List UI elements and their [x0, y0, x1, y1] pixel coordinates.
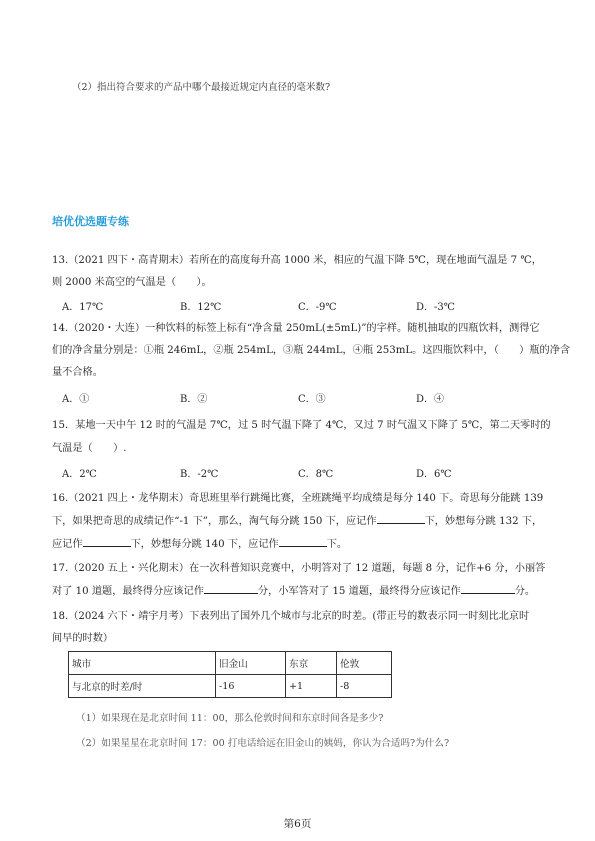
- q14-option-d: D．④: [416, 394, 445, 405]
- q16-answer-blank-2[interactable]: [83, 536, 131, 547]
- q16-line-2-text-a: 下，如果把奇思的成绩记作“-1 下”，那么，淘气每分跳 150 下，应记作: [52, 516, 377, 527]
- q13-line-2: 则 2000 米高空的气温是（ ）。: [52, 277, 212, 288]
- section-title: 培优优选题专练: [52, 215, 129, 228]
- q13-option-d: D．-3℃: [416, 302, 455, 313]
- q16-line-3: [52, 535, 347, 550]
- q15-line-2: 气温是（ ）.: [52, 443, 127, 454]
- q16-line-2: [52, 512, 542, 527]
- q15-option-a: A．2℃: [62, 469, 97, 480]
- q14-option-c: C．③: [298, 394, 326, 405]
- q17-line-2-text-b: 分，小军答对了 15 道题，最终得分应该记作: [257, 586, 461, 597]
- q16-line-1: 16.（2021 四上・龙华期末）奇思班里举行跳绳比赛，全班跳绳平均成绩是每分 140 下。奇思每分能跳 139: [52, 493, 544, 504]
- q17-line-2-text-a: 对了 10 道题，最终得分应该记作: [52, 586, 204, 597]
- q18-line-1: 18.（2024 六下・靖宇月考）下表列出了国外几个城市与北京的时差。(带正号的数表示同一时刻比北京时: [52, 611, 530, 622]
- q17-line-2: [52, 582, 535, 597]
- page-number: 第6页: [283, 818, 312, 830]
- table-header-cell: 东京: [286, 652, 337, 675]
- q18-line-2: 间早的时数）: [52, 633, 114, 644]
- q14-option-b: B．②: [180, 394, 208, 405]
- q13-option-a: A．17℃: [62, 302, 104, 313]
- table-cell: +1: [286, 675, 337, 698]
- table-row: [69, 675, 392, 698]
- q16-answer-blank-1[interactable]: [377, 513, 425, 524]
- q17-line-2-text-c: 分。: [514, 586, 536, 597]
- table-cell: 与北京的时差/时: [69, 675, 216, 698]
- q15-option-d: D．6℃: [416, 469, 452, 480]
- q14-line-1: 14.（2020・大连）一种饮料的标签上标有“净含量 250mL(±5mL)”的字样。随机抽取的四瓶饮料，测得它: [52, 323, 540, 334]
- table-header-cell: 城市: [69, 652, 216, 675]
- table-header-cell: 伦敦: [337, 652, 392, 675]
- q16-line-2-text-b: 下，妙想每分跳 132 下，: [424, 516, 543, 527]
- table-cell: -16: [216, 675, 286, 698]
- q14-line-2: 们的净含量分别是：①瓶 246mL，②瓶 254mL，③瓶 244mL，④瓶 253mL。这四瓶饮料中，（ ）瓶的净含: [52, 345, 571, 356]
- q16-line-3-text-a: 应记作: [52, 539, 83, 550]
- q16-line-3-text-c: 下。: [326, 539, 348, 550]
- table-header-row: [69, 652, 392, 675]
- time-difference-table: [68, 651, 392, 698]
- q14-option-a: A．①: [62, 394, 90, 405]
- q17-answer-blank-2[interactable]: [461, 583, 515, 594]
- q13-option-c: C．-9℃: [298, 302, 337, 313]
- q17-line-1: 17.（2020 五上・兴化期末）在一次科普知识竞赛中，小明答对了 12 道题，每题 8 分，记作+6 分，小丽答: [52, 563, 546, 574]
- q16-answer-blank-3[interactable]: [279, 536, 327, 547]
- q13-line-1: 13.（2021 四下・高青期末）若所在的高度每升高 1000 米，相应的气温下降 5℃，现在地面气温是 7 ℃，: [52, 255, 542, 266]
- q17-answer-blank-1[interactable]: [204, 583, 258, 594]
- q15-option-b: B．-2℃: [180, 469, 219, 480]
- previous-question-part-2: （2）指出符合要求的产品中哪个最接近规定内直径的毫米数?: [72, 82, 331, 93]
- q18-sub-question-2: （2）如果星星在北京时间 17：00 打电话给远在旧金山的姨妈，你认为合适吗?为什么?: [76, 738, 450, 749]
- table-header-cell: 旧金山: [216, 652, 286, 675]
- q13-option-b: B．12℃: [180, 302, 222, 313]
- q15-line-1: 15．某地一天中午 12 时的气温是 7℃，过 5 时气温下降了 4℃，又过 7 时气温又下降了 5℃，第二天零时的: [52, 420, 551, 431]
- q14-line-3: 量不合格。: [52, 367, 103, 378]
- q18-sub-question-1: （1）如果现在是北京时间 11：00，那么伦敦时间和东京时间各是多少?: [76, 713, 384, 724]
- q16-line-3-text-b: 下，妙想每分跳 140 下，应记作: [130, 539, 279, 550]
- q15-option-c: C．8℃: [298, 469, 334, 480]
- table-cell: -8: [337, 675, 392, 698]
